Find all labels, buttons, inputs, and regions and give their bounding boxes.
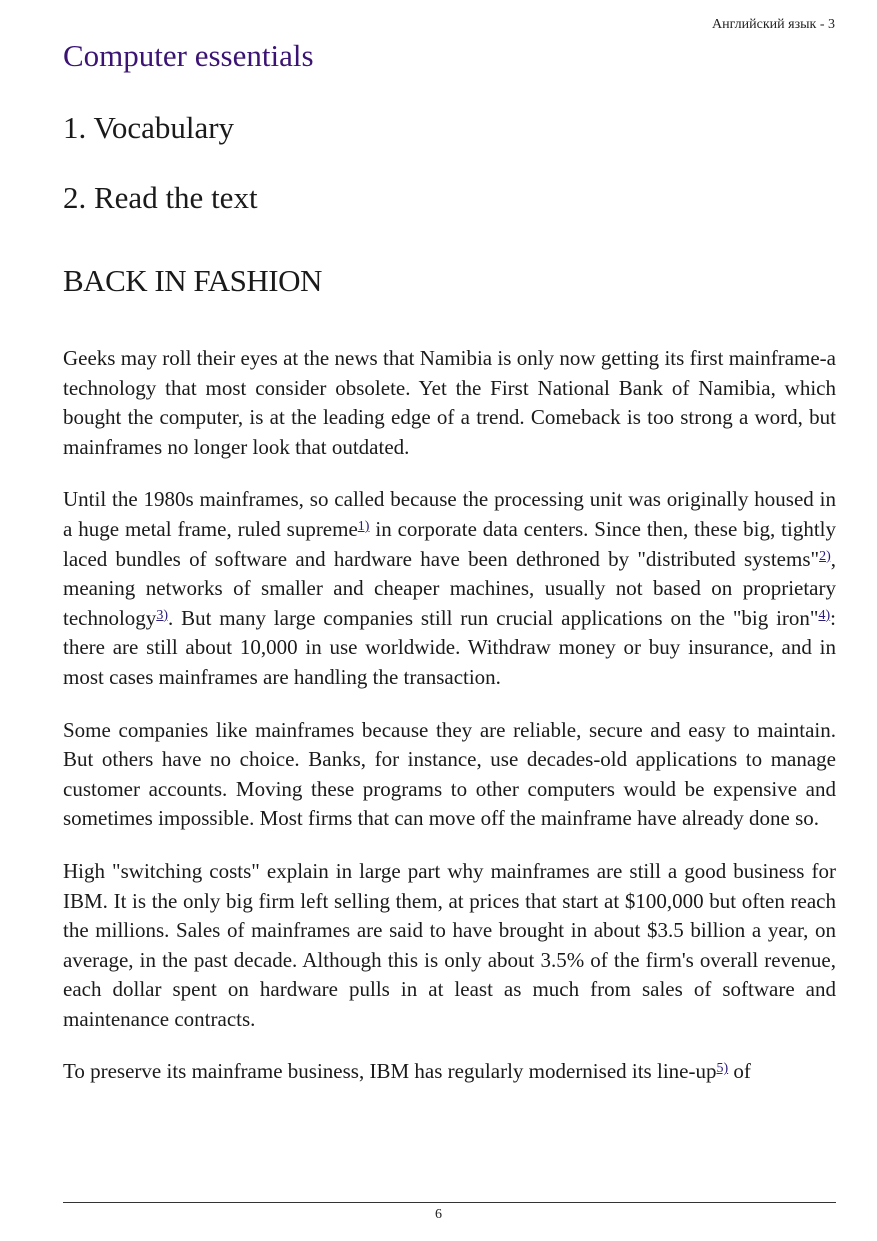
- paragraph-2-text: , meaning networks of smaller and cheaper machines, usually not based on proprietary technology: [63, 546, 836, 630]
- paragraph-2-text: : there are still about 10,000 in use worldwide. Withdraw money or buy insurance, and in most cases mainframes are handling the transaction.: [63, 605, 836, 689]
- paragraph-4: High "switching costs" explain in large part why mainframes are still a good business for IBM. It is the only big firm left selling them, at prices that start at $100,000 but often reach the millions. Sales of mainframes are said to have brought in about $3.5 billion a year, on average, in the past decade. Although this is only about 3.5% of the firm's overall revenue, each dollar spent on hardware pulls in at least as much from sales of software and maintenance contracts.: [63, 858, 836, 1031]
- footnote-link-5[interactable]: 5): [716, 1061, 729, 1077]
- footnote-link-2[interactable]: 2): [819, 548, 831, 564]
- paragraph-5-text: To preserve its mainframe business, IBM has regularly modernised its line-up: [63, 1059, 717, 1084]
- footnote-link-3[interactable]: 3): [156, 607, 168, 623]
- paragraph-2: [63, 485, 836, 692]
- article-body: [63, 344, 836, 1087]
- footnote-link-1[interactable]: 1): [357, 518, 370, 534]
- section-read-heading: 2. Read the text: [63, 180, 258, 215]
- section-vocabulary-heading: 1. Vocabulary: [63, 110, 235, 145]
- footnote-link-4[interactable]: 4): [818, 607, 831, 623]
- paragraph-2-text: Until the 1980s mainframes, so called because the processing unit was originally housed in a huge metal frame, ruled supreme: [63, 487, 836, 541]
- paragraph-3: Some companies like mainframes because they are reliable, secure and easy to maintain. But others have no choice. Banks, for instance, use decades-old applications to manage customer accounts. Moving these programs to other computers would be expensive and sometimes impossible. Most firms that can move off the mainframe have already done so.: [63, 717, 836, 831]
- footer-divider: [63, 1202, 836, 1203]
- paragraph-1: Geeks may roll their eyes at the news that Namibia is only now getting its first mainframe-a technology that most consider obsolete. Yet the First National Bank of Namibia, which bought the computer, is at the leading edge of a trend. Comeback is too strong a word, but mainframes no longer look that outdated.: [63, 346, 836, 459]
- page-number: 6: [435, 1207, 442, 1222]
- article-title: BACK IN FASHION: [63, 263, 322, 298]
- paragraph-5-text: of: [728, 1059, 751, 1084]
- paragraph-2-text: . But many large companies still run crucial applications on the "big iron": [167, 605, 819, 630]
- paragraph-2-text: in corporate data centers. Since then, these big, tightly laced bundles of software and hardware have been dethroned by "distributed systems": [63, 516, 837, 571]
- page-title: Computer essentials: [63, 38, 314, 73]
- paragraph-5: [63, 1057, 836, 1087]
- running-header: Английский язык - 3: [712, 17, 835, 32]
